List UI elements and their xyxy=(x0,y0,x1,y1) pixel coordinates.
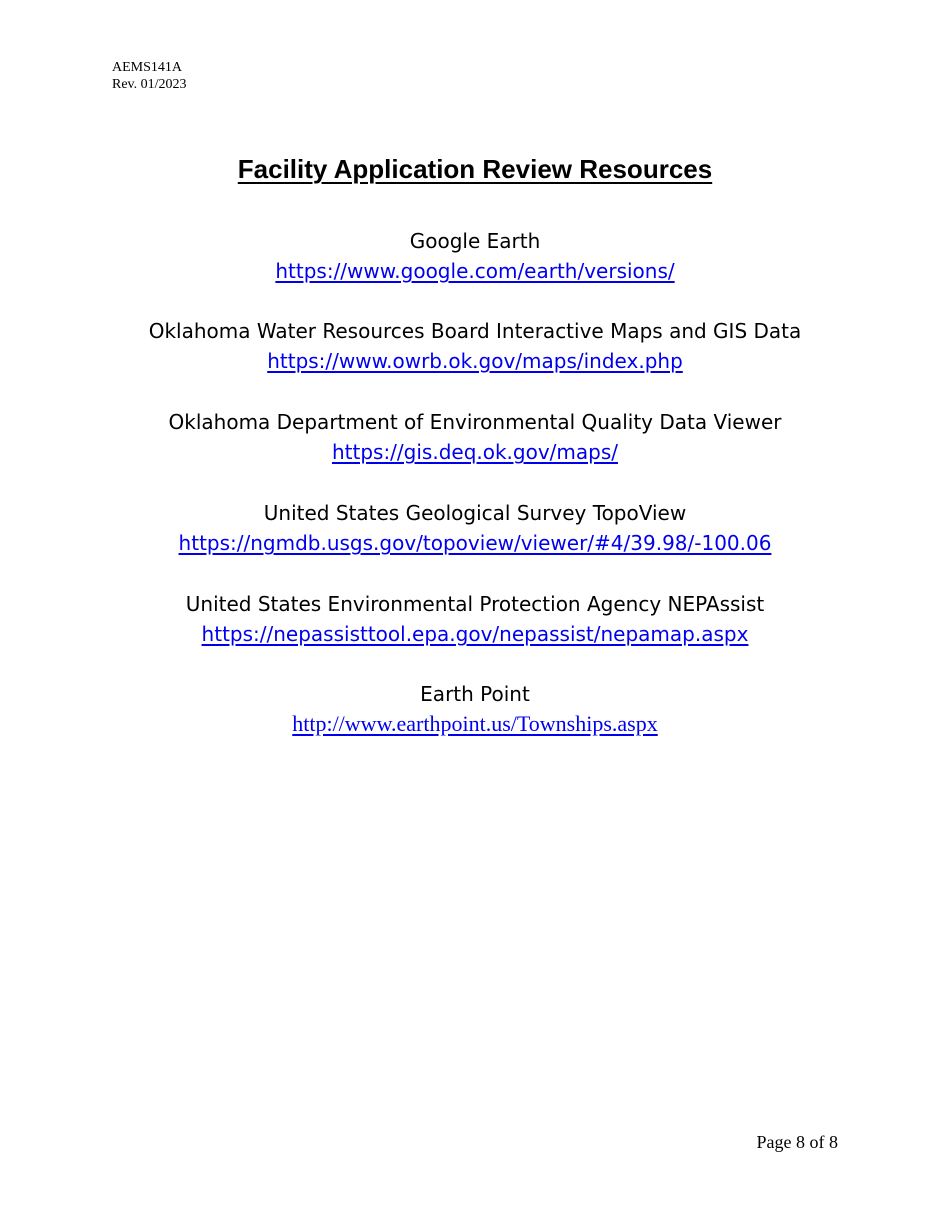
resource-name: United States Geological Survey TopoView xyxy=(263,501,687,525)
resource-earth-point xyxy=(0,679,950,739)
resource-link[interactable]: https://www.owrb.ok.gov/maps/index.php xyxy=(267,349,683,373)
resource-deq xyxy=(0,407,950,467)
resource-usgs xyxy=(0,498,950,558)
revision-date: Rev. 01/2023 xyxy=(112,77,187,92)
resource-name: Google Earth xyxy=(409,229,541,253)
resource-link[interactable]: https://www.google.com/earth/versions/ xyxy=(275,259,675,283)
resource-google-earth xyxy=(0,226,950,286)
page-title-text: Facility Application Review Resources xyxy=(237,154,713,184)
resource-link[interactable]: https://nepassisttool.epa.gov/nepassist/nepamap.aspx xyxy=(201,622,749,646)
resource-name: United States Environmental Protection Agency NEPAssist xyxy=(185,592,765,616)
resource-link[interactable]: https://ngmdb.usgs.gov/topoview/viewer/#4/39.98/-100.06 xyxy=(178,531,772,555)
resource-epa xyxy=(0,589,950,649)
resource-link[interactable]: https://gis.deq.ok.gov/maps/ xyxy=(331,440,619,464)
form-id: AEMS141A xyxy=(112,60,183,75)
resource-owrb xyxy=(0,316,950,376)
resource-link[interactable]: http://www.earthpoint.us/Townships.aspx xyxy=(292,711,658,736)
resource-name: Earth Point xyxy=(420,682,530,706)
resource-name: Oklahoma Water Resources Board Interactive Maps and GIS Data xyxy=(148,319,802,343)
page-number: Page 8 of 8 xyxy=(756,1132,838,1152)
document-header xyxy=(112,59,187,93)
page-title xyxy=(0,153,950,185)
resource-name: Oklahoma Department of Environmental Quality Data Viewer xyxy=(168,410,782,434)
